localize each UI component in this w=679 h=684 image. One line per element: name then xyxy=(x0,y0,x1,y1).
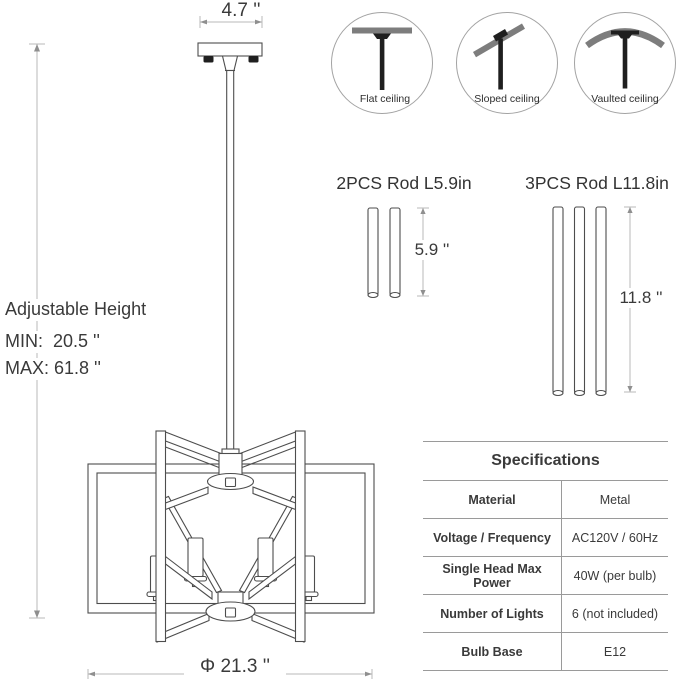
spec-value: E12 xyxy=(603,644,627,659)
spec-label: Voltage / Frequency xyxy=(423,519,562,556)
spec-label: Bulb Base xyxy=(423,633,562,670)
spec-label: Material xyxy=(423,481,562,518)
spec-value: Metal xyxy=(599,492,631,507)
specifications-title: Specifications xyxy=(423,441,668,481)
rod-set-2pcs xyxy=(368,208,400,298)
chandelier-drawing xyxy=(88,431,374,642)
spec-row-bulb-base xyxy=(423,633,668,671)
rod-set-2pcs-title: 2PCS Rod L5.9in xyxy=(336,173,472,193)
spec-label: Single Head Max Power xyxy=(423,557,562,594)
adjustable-height-title: Adjustable Height xyxy=(2,299,149,321)
specifications-table xyxy=(423,441,668,671)
adjustable-height-max-label: MAX: 61.8 '' xyxy=(2,358,104,380)
spec-value: 40W (per bulb) xyxy=(573,568,657,583)
spec-value: 6 (not included) xyxy=(571,606,659,621)
adjustable-height-min-label: MIN: 20.5 '' xyxy=(2,331,103,353)
diameter-label: Φ 21.3 '' xyxy=(184,656,286,679)
spec-row-max-power xyxy=(423,557,668,595)
sloped-ceiling-label: Sloped ceiling xyxy=(474,93,540,105)
vaulted-ceiling-label: Vaulted ceiling xyxy=(591,93,659,105)
spec-value: AC120V / 60Hz xyxy=(571,530,659,545)
hanging-rod xyxy=(227,71,234,455)
spec-label: Number of Lights xyxy=(423,595,562,632)
flat-ceiling-label: Flat ceiling xyxy=(359,93,411,105)
frame-inner xyxy=(97,473,365,604)
rod-set-3pcs xyxy=(553,207,606,396)
bottom-hub xyxy=(206,592,255,621)
canopy-width-label: 4.7 '' xyxy=(221,0,261,21)
spec-row-voltage xyxy=(423,519,668,557)
rod-2pcs-length-label: 5.9 '' xyxy=(405,240,459,260)
rod-3pcs-length-label: 11.8 '' xyxy=(610,288,672,308)
spec-row-number-of-lights xyxy=(423,595,668,633)
spec-row-material xyxy=(423,481,668,519)
frame-post-right xyxy=(296,431,306,642)
rod-set-3pcs-title: 3PCS Rod L11.8in xyxy=(525,173,669,193)
ceiling-canopy xyxy=(198,43,262,71)
frame-post-left xyxy=(156,431,166,642)
